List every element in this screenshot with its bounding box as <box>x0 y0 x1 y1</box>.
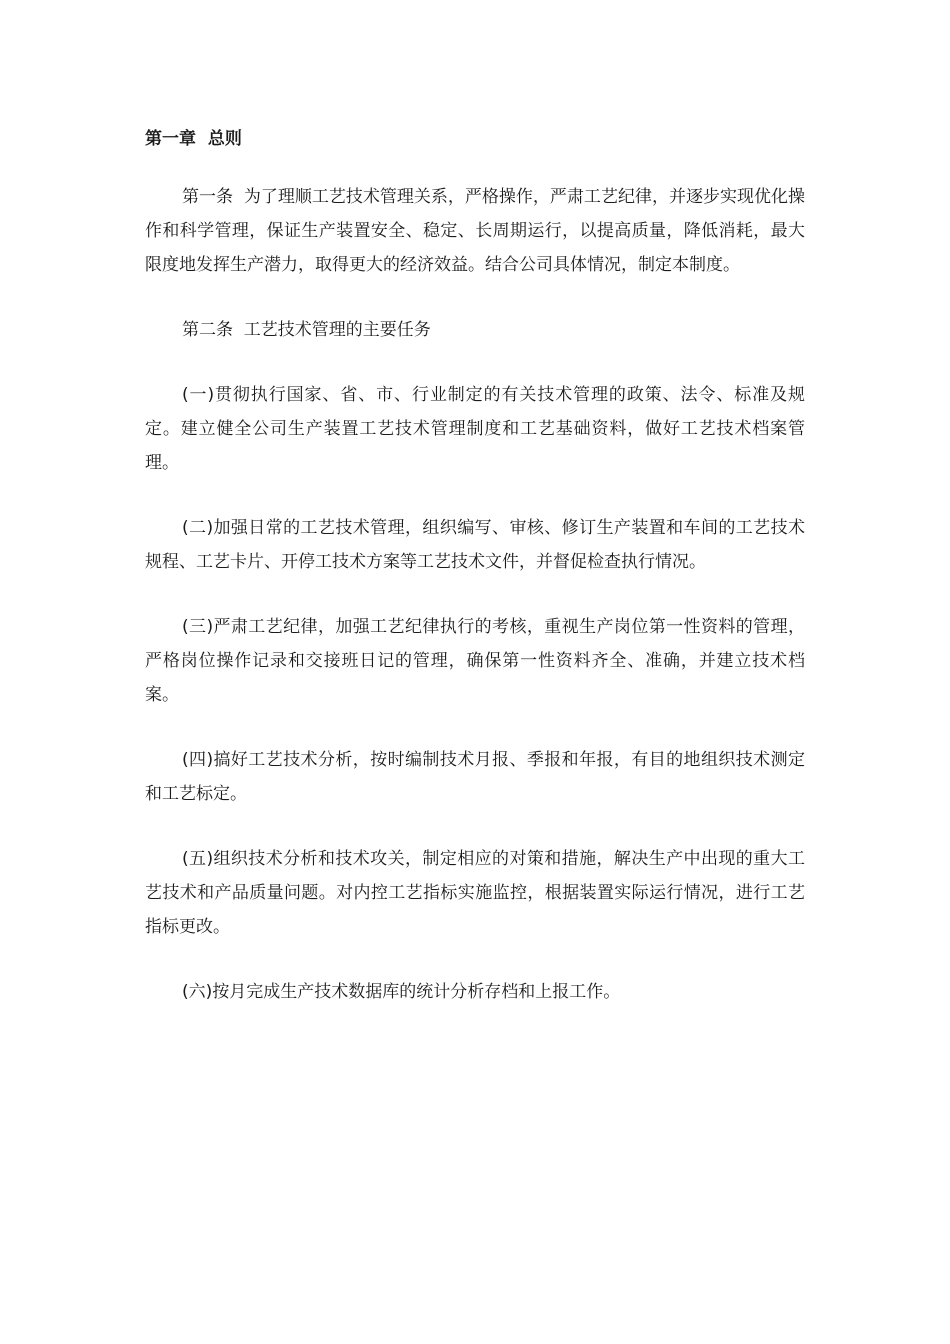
chapter-title: 第一章 总则 <box>145 129 242 149</box>
article-2-heading: 第二条 工艺技术管理的主要任务 <box>182 320 431 340</box>
article-1: 第一条 为了理顺工艺技术管理关系，严格操作，严肃工艺纪律，并逐步实现优化操作和科学管理，保证生产装置安全、稳定、长周期运行，以提高质量，降低消耗，最大限度地发挥生产潜力，取得更大的经济效益。结合公司具体情况，制定本制度。 <box>145 187 805 275</box>
task-item-2: (二)加强日常的工艺技术管理，组织编写、审核、修订生产装置和车间的工艺技术规程、工艺卡片、开停工技术方案等工艺技术文件，并督促检查执行情况。 <box>145 518 805 572</box>
task-item-4: (四)搞好工艺技术分析，按时编制技术月报、季报和年报，有目的地组织技术测定和工艺标定。 <box>145 750 805 804</box>
task-item-6: (六)按月完成生产技术数据库的统计分析存档和上报工作。 <box>182 982 621 1002</box>
task-item-1: (一)贯彻执行国家、省、市、行业制定的有关技术管理的政策、法令、标准及规定。建立健全公司生产装置工艺技术管理制度和工艺基础资料，做好工艺技术档案管理。 <box>145 385 805 473</box>
document-page <box>145 122 805 1040</box>
task-item-5: (五)组织技术分析和技术攻关，制定相应的对策和措施，解决生产中出现的重大工艺技术和产品质量问题。对内控工艺指标实施监控，根据装置实际运行情况，进行工艺指标更改。 <box>145 849 805 937</box>
task-item-3: (三)严肃工艺纪律，加强工艺纪律执行的考核，重视生产岗位第一性资料的管理，严格岗位操作记录和交接班日记的管理，确保第一性资料齐全、准确，并建立技术档案。 <box>145 617 805 705</box>
